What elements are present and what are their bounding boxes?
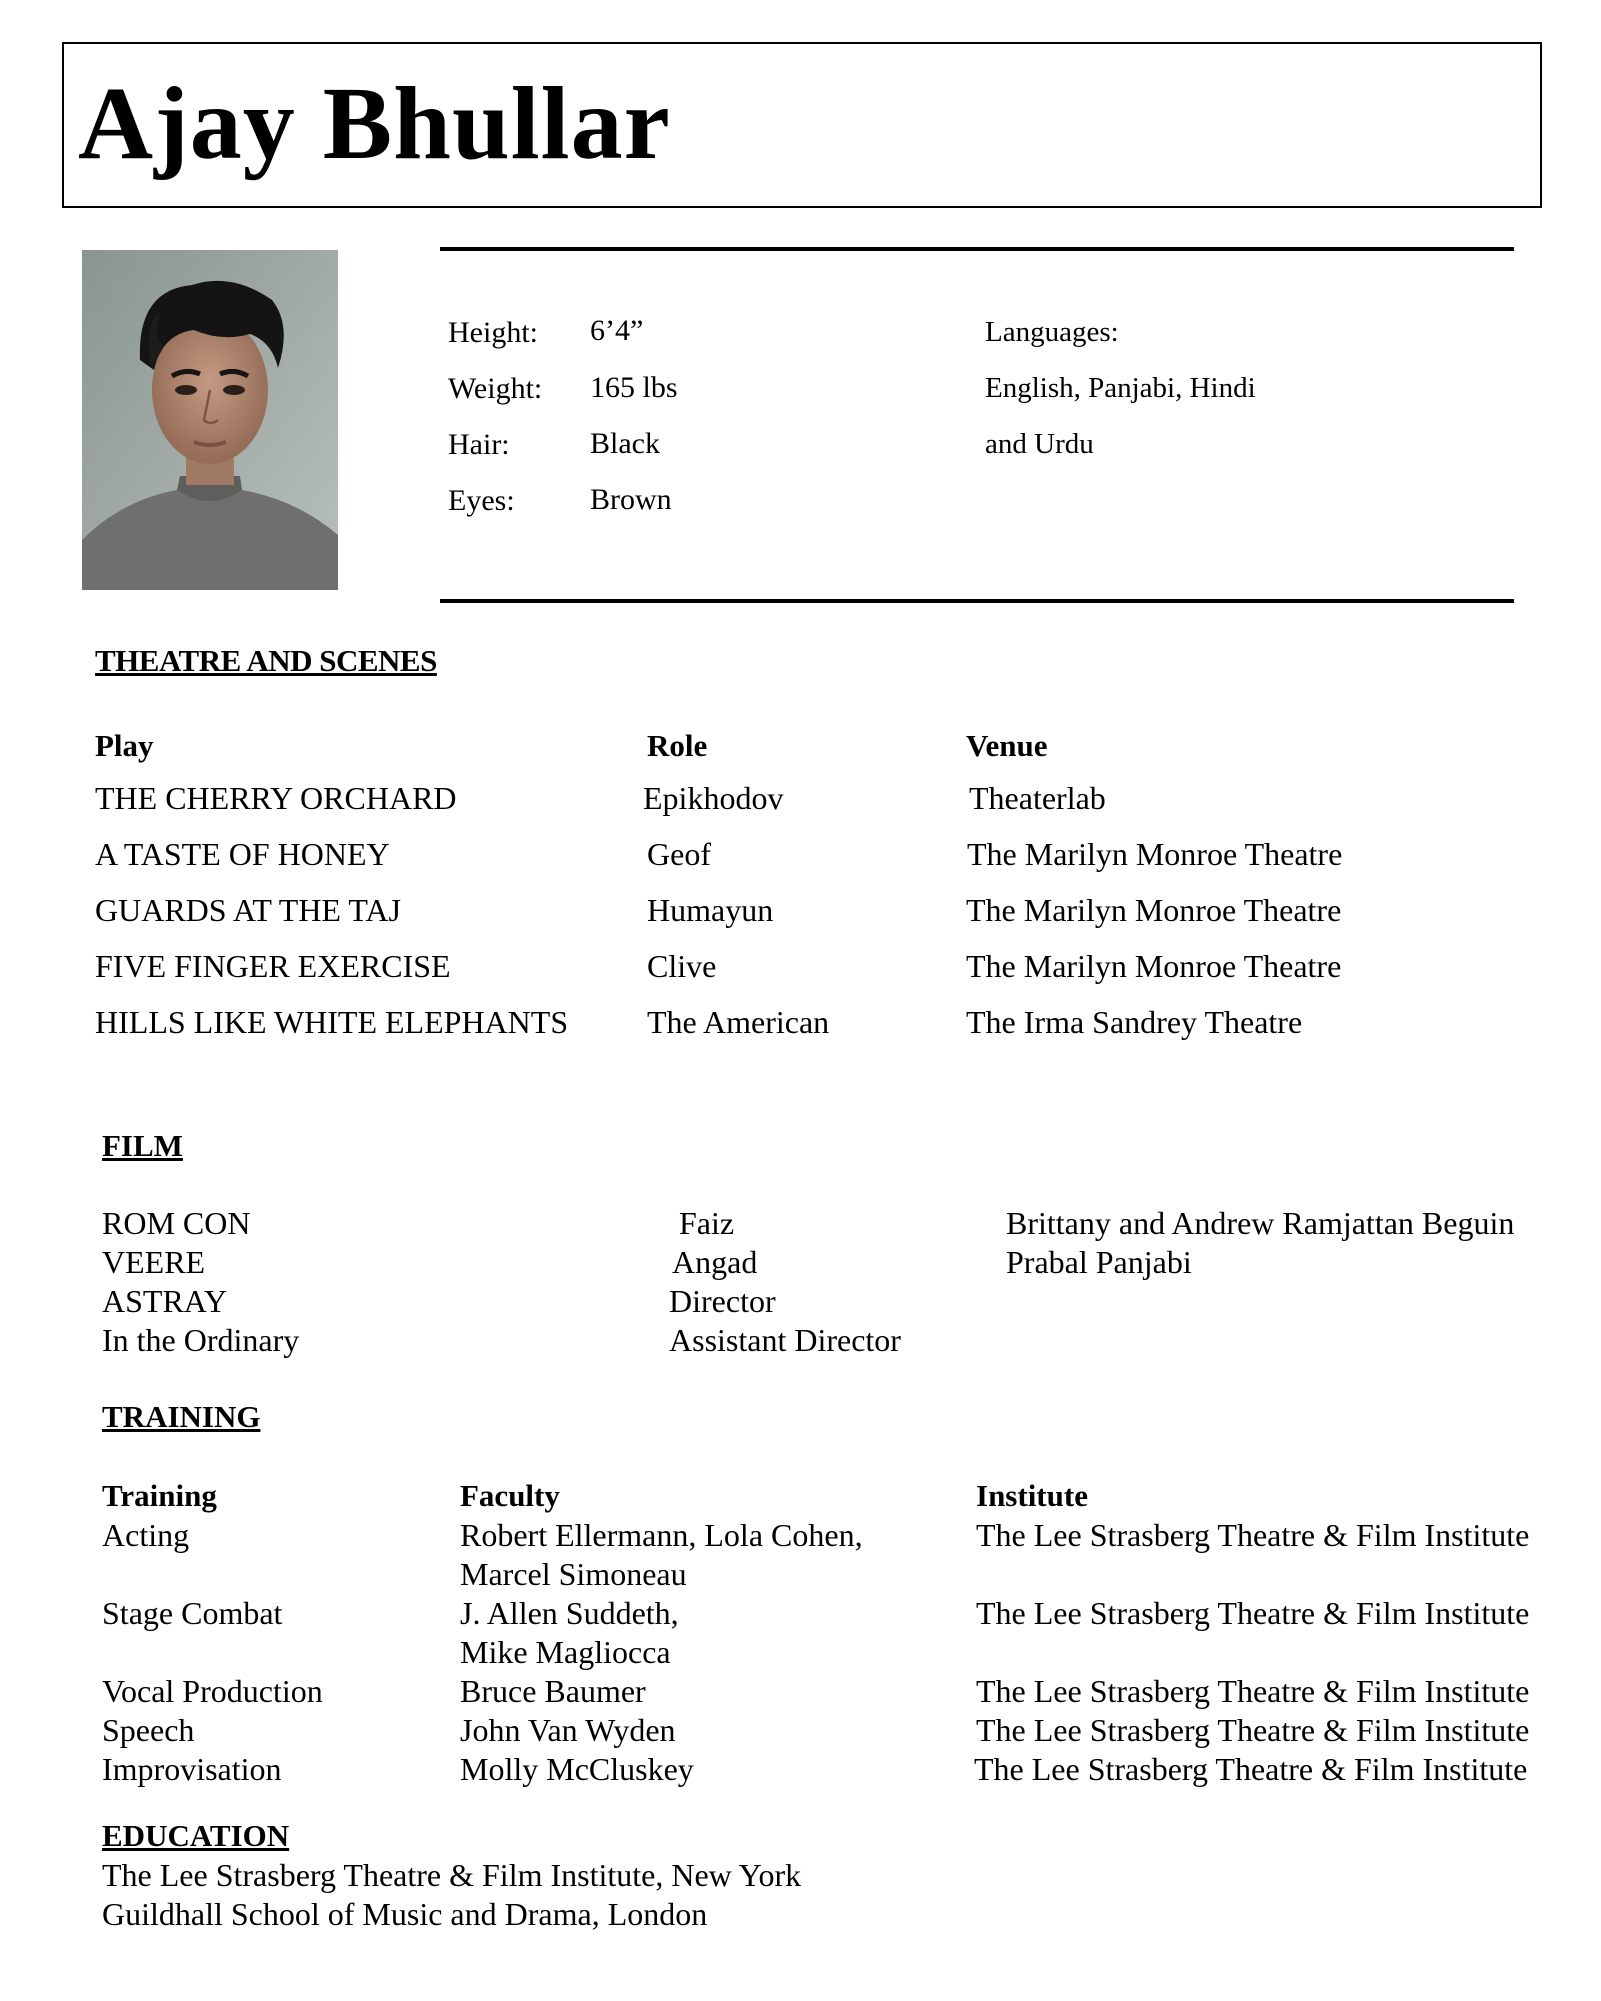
training-institute: The Lee Strasberg Theatre & Film Institute	[976, 1595, 1530, 1631]
training-subject: Improvisation	[102, 1751, 282, 1787]
theatre-role: Geof	[647, 836, 711, 872]
training-header-training: Training	[102, 1478, 217, 1513]
top-rule	[440, 247, 1514, 251]
film-role: Faiz	[679, 1205, 735, 1241]
training-section-title: TRAINING	[102, 1399, 261, 1434]
training-header-institute: Institute	[976, 1478, 1088, 1513]
languages-label: Languages:	[985, 316, 1119, 348]
education-section-title: EDUCATION	[102, 1818, 290, 1853]
theatre-play: GUARDS AT THE TAJ	[95, 892, 401, 928]
height-label: Height:	[448, 316, 538, 349]
eyes-value: Brown	[590, 483, 672, 516]
training-faculty: John Van Wyden	[460, 1712, 676, 1748]
film-title: ASTRAY	[102, 1283, 228, 1319]
weight-value: 165 lbs	[590, 371, 678, 404]
training-faculty: Molly McCluskey	[460, 1751, 694, 1787]
theatre-header-role: Role	[647, 728, 708, 763]
film-director: Brittany and Andrew Ramjattan Beguin	[1006, 1205, 1515, 1241]
training-subject: Speech	[102, 1712, 195, 1748]
name-header-box	[62, 42, 1542, 208]
film-director: Prabal Panjabi	[1006, 1244, 1192, 1280]
film-title: VEERE	[102, 1244, 206, 1280]
training-faculty: Mike Magliocca	[460, 1634, 671, 1670]
film-title: In the Ordinary	[102, 1322, 300, 1358]
theatre-role: The American	[647, 1004, 830, 1040]
actor-name: Ajay Bhullar	[78, 66, 671, 181]
weight-label: Weight:	[448, 372, 543, 405]
eyes-label: Eyes:	[448, 484, 515, 517]
bottom-rule	[440, 599, 1514, 603]
theatre-play: FIVE FINGER EXERCISE	[95, 948, 451, 984]
training-subject: Stage Combat	[102, 1595, 283, 1631]
film-title: ROM CON	[102, 1205, 251, 1241]
training-institute: The Lee Strasberg Theatre & Film Institute	[976, 1517, 1530, 1553]
training-institute: The Lee Strasberg Theatre & Film Institute	[976, 1673, 1530, 1709]
training-faculty: J. Allen Suddeth,	[460, 1595, 679, 1631]
training-header-faculty: Faculty	[460, 1478, 560, 1513]
film-role: Assistant Director	[669, 1322, 901, 1358]
hair-value: Black	[590, 427, 660, 460]
education-line: Guildhall School of Music and Drama, London	[102, 1896, 708, 1932]
theatre-play: THE CHERRY ORCHARD	[95, 780, 457, 816]
languages-line: and Urdu	[985, 428, 1094, 460]
training-faculty: Robert Ellermann, Lola Cohen,	[460, 1517, 863, 1553]
film-section-title: FILM	[102, 1128, 183, 1163]
theatre-venue: The Marilyn Monroe Theatre	[966, 892, 1342, 928]
film-role: Angad	[672, 1244, 758, 1280]
height-value: 6’4”	[590, 314, 644, 347]
theatre-header-venue: Venue	[966, 728, 1048, 763]
theatre-role: Clive	[647, 948, 717, 984]
theatre-header-play: Play	[95, 728, 154, 763]
theatre-venue: The Irma Sandrey Theatre	[966, 1004, 1303, 1040]
theatre-venue: Theaterlab	[969, 780, 1106, 816]
theatre-role: Epikhodov	[643, 780, 784, 816]
theatre-role: Humayun	[647, 892, 774, 928]
languages-line: English, Panjabi, Hindi	[985, 372, 1256, 404]
training-subject: Acting	[102, 1517, 190, 1553]
training-institute: The Lee Strasberg Theatre & Film Institute	[974, 1751, 1528, 1787]
theatre-section-title: THEATRE AND SCENES	[95, 643, 437, 678]
training-subject: Vocal Production	[102, 1673, 323, 1709]
theatre-play: HILLS LIKE WHITE ELEPHANTS	[95, 1004, 569, 1040]
hair-label: Hair:	[448, 428, 510, 461]
film-role: Director	[669, 1283, 776, 1319]
theatre-venue: The Marilyn Monroe Theatre	[966, 948, 1342, 984]
theatre-venue: The Marilyn Monroe Theatre	[967, 836, 1343, 872]
training-faculty: Marcel Simoneau	[460, 1556, 687, 1592]
training-institute: The Lee Strasberg Theatre & Film Institute	[976, 1712, 1530, 1748]
training-faculty: Bruce Baumer	[460, 1673, 646, 1709]
education-line: The Lee Strasberg Theatre & Film Institute, New York	[102, 1857, 802, 1893]
headshot-photo	[82, 250, 338, 590]
theatre-play: A TASTE OF HONEY	[95, 836, 390, 872]
